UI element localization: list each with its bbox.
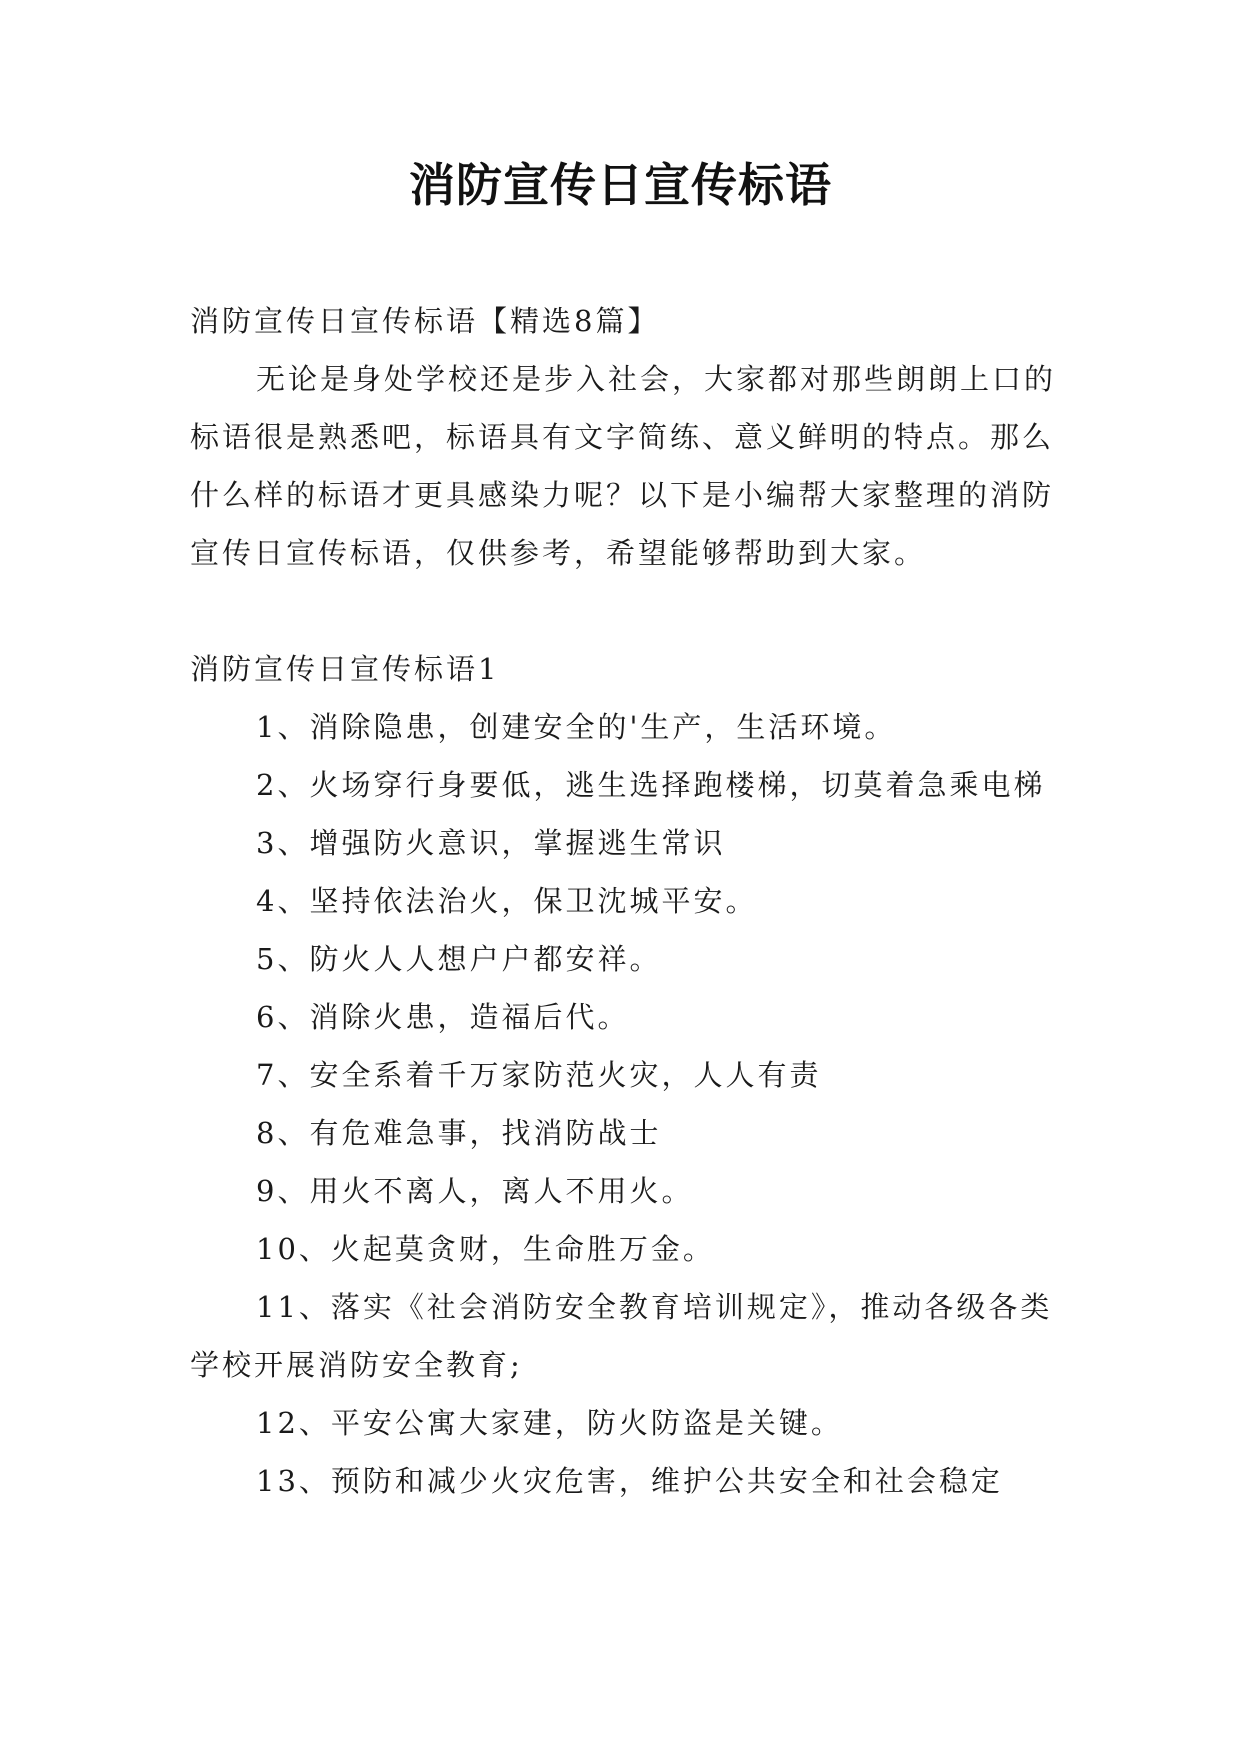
intro-paragraph: 无论是身处学校还是步入社会，大家都对那些朗朗上口的标语很是熟悉吧，标语具有文字简练、意义鲜明的特点。那么什么样的标语才更具感染力呢？以下是小编帮大家整理的消防宣传日宣传标语，仅供参考，希望能够帮助到大家。	[190, 362, 1057, 570]
list-item: 4、坚持依法治火，保卫沈城平安。	[256, 884, 758, 918]
list-item: 8、有危难急事，找消防战士	[256, 1116, 662, 1150]
list-item: 10、火起莫贪财，生命胜万金。	[256, 1232, 715, 1266]
list-item: 7、安全系着千万家防范火灾，人人有责	[256, 1058, 822, 1092]
subtitle: 消防宣传日宣传标语【精选8篇】	[190, 304, 660, 338]
page-title: 消防宣传日宣传标语	[409, 158, 832, 212]
section-heading: 消防宣传日宣传标语1	[190, 652, 500, 686]
document-body	[190, 292, 1062, 1510]
list-item: 1、消除隐患，创建安全的'生产，生活环境。	[256, 710, 897, 744]
list-item: 6、消除火患，造福后代。	[256, 1000, 630, 1034]
list-item: 2、火场穿行身要低，逃生选择跑楼梯，切莫着急乘电梯	[256, 768, 1046, 802]
list-item: 3、增强防火意识，掌握逃生常识	[256, 826, 726, 860]
list-item: 13、预防和减少火灾危害，维护公共安全和社会稳定	[256, 1464, 1003, 1498]
list-item: 5、防火人人想户户都安祥。	[256, 942, 662, 976]
list-item: 12、平安公寓大家建，防火防盗是关键。	[256, 1406, 843, 1440]
paragraph-spacer	[190, 582, 1062, 640]
list-item: 9、用火不离人，离人不用火。	[256, 1174, 694, 1208]
list-item: 11、落实《社会消防安全教育培训规定》，推动各级各类学校开展消防安全教育;	[190, 1290, 1053, 1382]
